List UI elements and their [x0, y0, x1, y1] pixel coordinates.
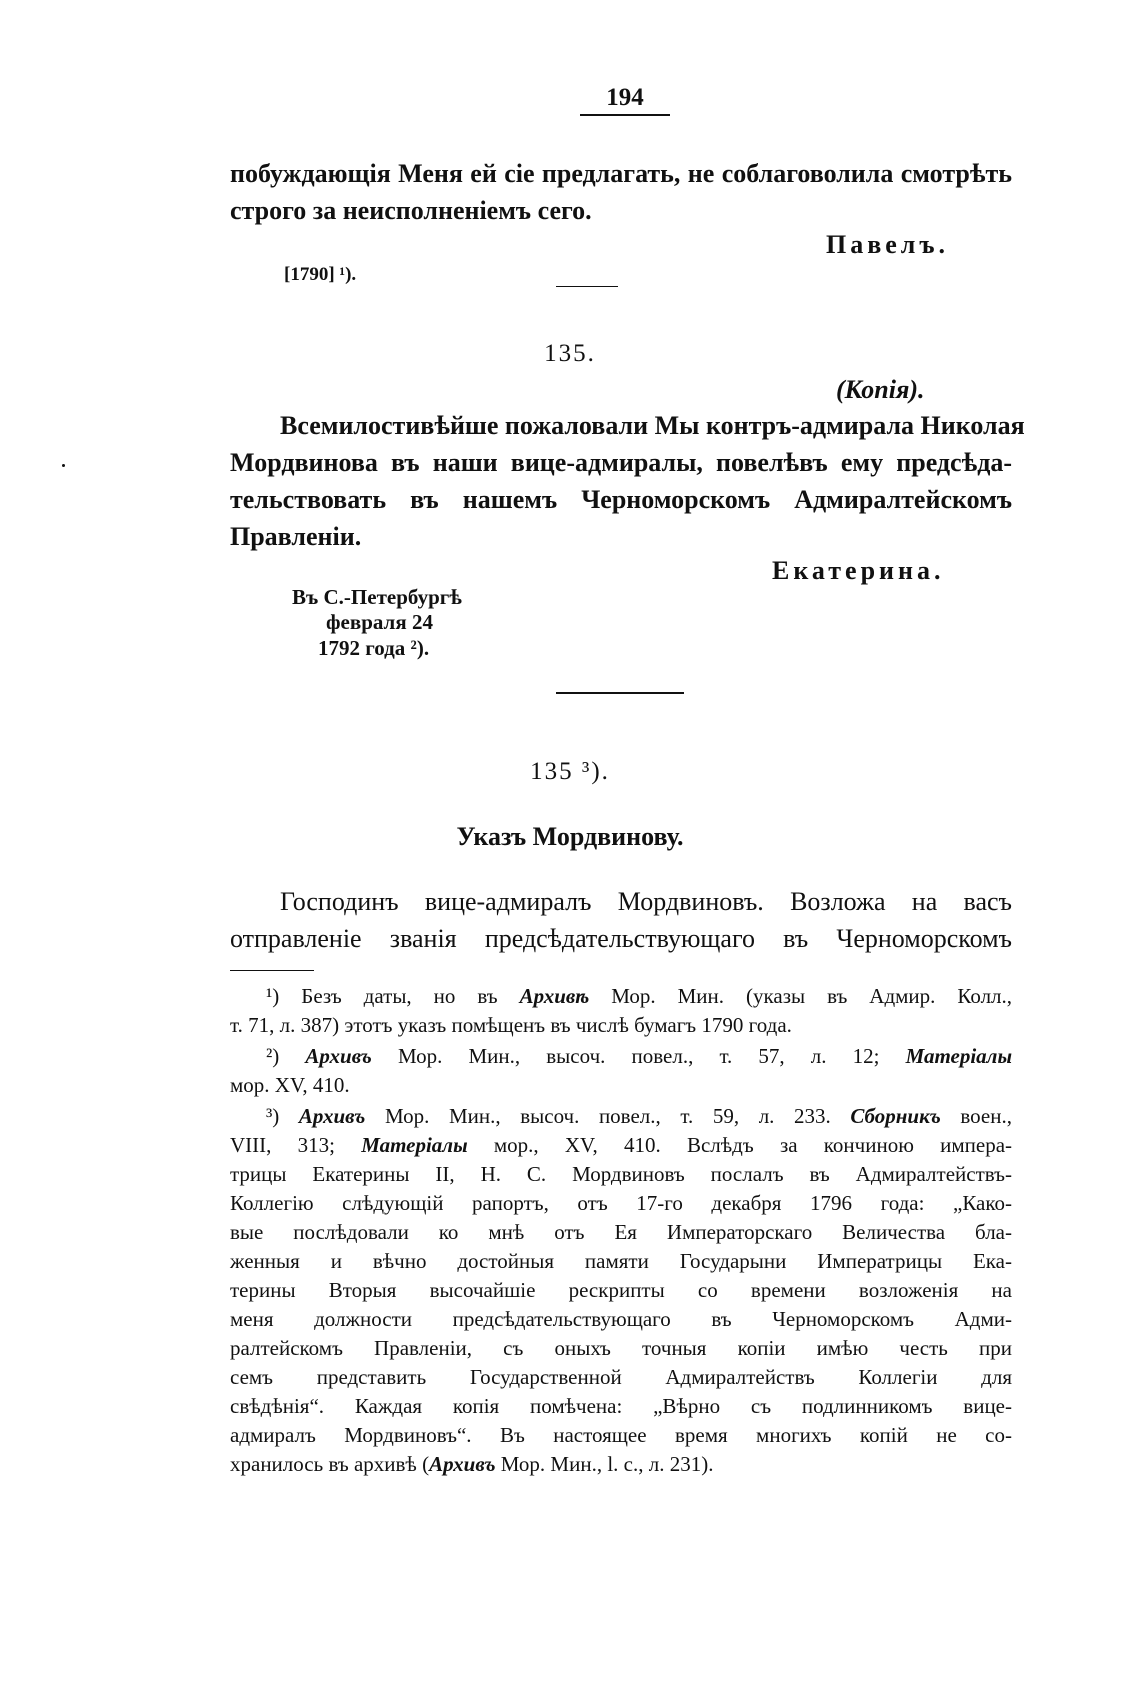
- footnote-text: Мор. Мин., высоч. повел., т. 59, л. 233.: [384, 1104, 831, 1128]
- footnote-3-line: [266, 1102, 1012, 1131]
- footnote-mark: ¹): [266, 984, 280, 1008]
- footnote-italic: Архивъ: [429, 1452, 496, 1476]
- body-line: Мордвинова въ наши вице-адмиралы, повелѣвъ ему предсѣда-: [230, 448, 1012, 477]
- date-note-1790: [1790] ¹).: [284, 264, 357, 285]
- page-number: 194: [580, 84, 670, 116]
- signature-ekaterina: Екатерина.: [772, 556, 945, 585]
- margin-mark: [62, 464, 65, 467]
- footnote-text: Мор. Мин. (указы въ Адмир. Колл.,: [611, 984, 1013, 1008]
- footnote-3-line: семъ представить Государственной Адмиралтействъ Коллегіи для: [230, 1365, 1012, 1389]
- footnote-italic: Архивъ: [305, 1044, 372, 1068]
- body-line: строго за неисполненіемъ сего.: [230, 196, 592, 225]
- footnote-3-line: меня должности предсѣдательствующаго въ Черноморскомъ Адми-: [230, 1307, 1012, 1331]
- copy-label: (Копія).: [836, 375, 925, 404]
- footnote-mark: ²): [266, 1044, 280, 1068]
- body-line: побуждающія Меня ей сіе предлагать, не соблаговолила смотрѣть: [230, 159, 1012, 188]
- place-date-line: 1792 года ²).: [318, 636, 430, 660]
- footnote-2-line: [266, 1042, 1012, 1071]
- body-line: Правленіи.: [230, 522, 362, 551]
- separator-short: [556, 286, 618, 287]
- footnote-2-line: мор. XV, 410.: [230, 1073, 350, 1097]
- footnote-text: Мор. Мин., высоч. повел., т. 57, л. 12;: [397, 1044, 880, 1068]
- body-line: тельствовать въ нашемъ Черноморскомъ Адмиралтейскомъ: [230, 485, 1012, 514]
- footnote-3-line: ралтейскомъ Правленіи, съ оныхъ точныя копіи имѣю честь при: [230, 1336, 1012, 1360]
- footnote-3-line: женныя и вѣчно достойныя памяти Государыни Императрицы Ека-: [230, 1249, 1012, 1273]
- footnote-1-line: [266, 982, 1012, 1011]
- footnote-separator: [230, 970, 314, 971]
- separator-rule: [556, 692, 684, 694]
- footnote-text: Безъ даты, но въ: [301, 984, 498, 1008]
- body-line: отправленіе званія предсѣдательствующаго въ Черноморскомъ: [230, 924, 1012, 953]
- footnote-3-line: Коллегію слѣдующій рапортъ, отъ 17-го декабря 1796 года: „Како-: [230, 1191, 1012, 1215]
- footnote-3-line: трицы Екатерины II, Н. С. Мордвиновъ послалъ въ Адмиралтействъ-: [230, 1162, 1012, 1186]
- body-line: Господинъ вице-адмиралъ Мордвиновъ. Возложа на васъ: [280, 887, 1012, 916]
- footnote-3-line: вые послѣдовали ко мнѣ отъ Ея Императорскаго Величества бла-: [230, 1220, 1012, 1244]
- footnote-italic: Архивѣ: [519, 984, 590, 1008]
- footnote-3-line: терины Вторыя высочайшіе рескрипты со времени возложенія на: [230, 1278, 1012, 1302]
- document-title: Указъ Мордвинову.: [456, 822, 684, 851]
- place-date-line: февраля 24: [326, 610, 433, 634]
- place-date-line: Въ С.-Петербургѣ: [292, 585, 462, 609]
- document-number: 135 ³).: [530, 758, 610, 785]
- footnote-text: Мор. Мин., l. с., л. 231).: [500, 1452, 714, 1476]
- footnote-italic: Матеріалы: [361, 1133, 468, 1157]
- footnote-italic: Архивъ: [298, 1104, 366, 1128]
- footnote-3-line: [230, 1450, 1012, 1479]
- footnote-text: VIII, 313;: [230, 1133, 335, 1157]
- footnote-italic: Матеріалы: [905, 1044, 1013, 1068]
- footnote-mark: ³): [266, 1104, 280, 1128]
- footnote-text: хранилось въ архивѣ (: [230, 1452, 430, 1476]
- footnote-text: воен.,: [960, 1104, 1012, 1128]
- footnote-text: мор., XV, 410. Вслѣдъ за кончиною импера-: [493, 1133, 1013, 1157]
- footnote-italic: Сборникъ: [850, 1104, 941, 1128]
- document-number: 135.: [544, 340, 596, 367]
- body-line: Всемилостивѣйше пожаловали Мы контръ-адмирала Николая: [280, 411, 1025, 440]
- signature-pavel: Павелъ.: [826, 230, 950, 259]
- footnote-1-line: т. 71, л. 387) этотъ указъ помѣщенъ въ числѣ бумагъ 1790 года.: [230, 1013, 792, 1037]
- footnote-3-line: свѣдѣнія“. Каждая копія помѣчена: „Вѣрно съ подлинникомъ вице-: [230, 1394, 1012, 1418]
- footnote-3-line: [230, 1131, 1012, 1160]
- footnote-3-line: адмиралъ Мордвиновъ“. Въ настоящее время многихъ копій не со-: [230, 1423, 1012, 1447]
